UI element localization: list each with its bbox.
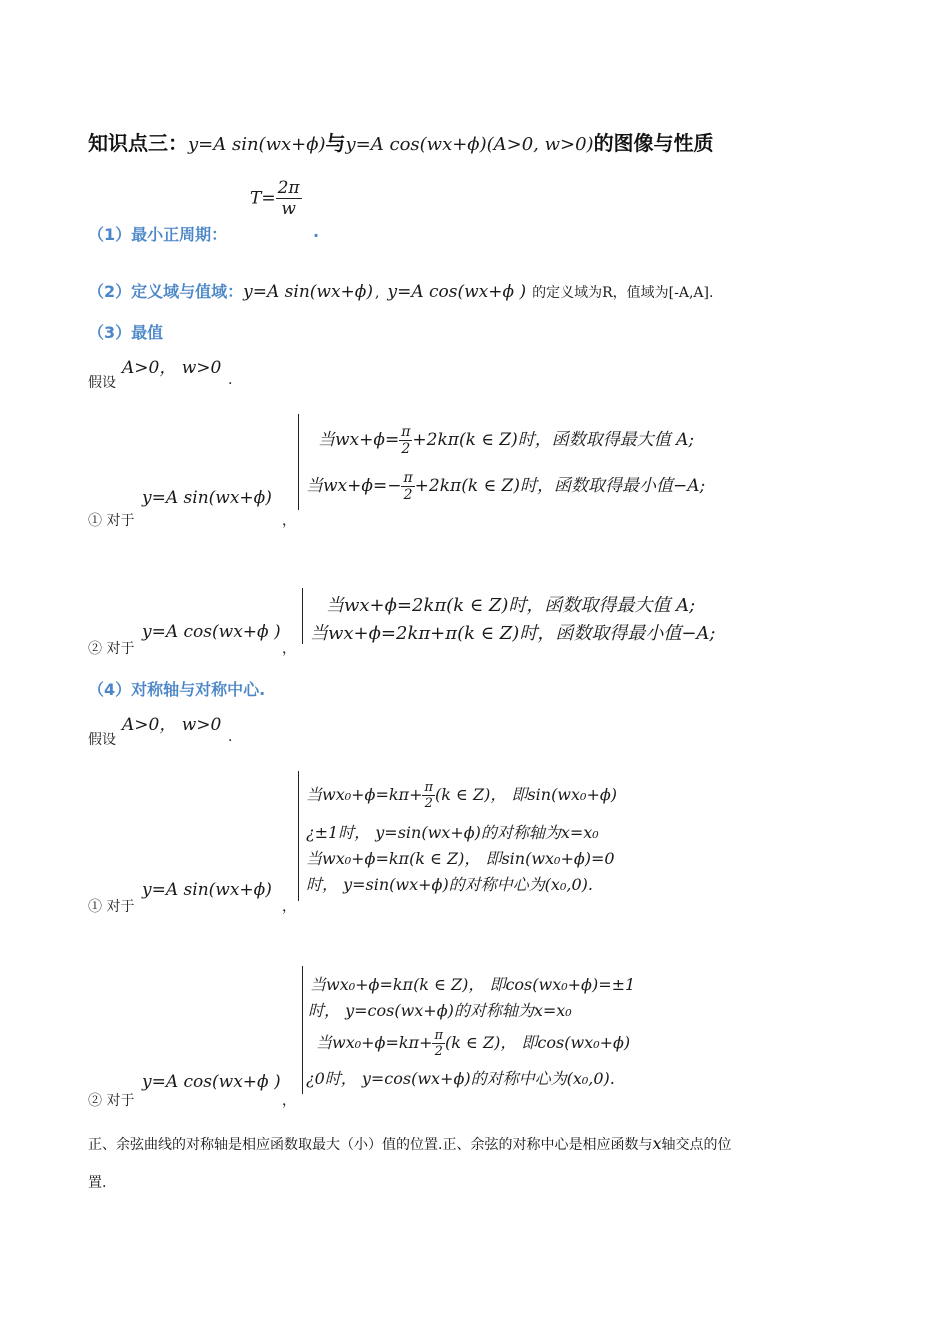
symmetry-case2-line1: 当wx₀+ϕ=kπ(k ∈ Z)， 即cos(wx₀+ϕ)=±1: [310, 975, 636, 994]
heading-prefix: 知识点三：: [88, 131, 188, 155]
symmetry-case1-comma: ，: [282, 899, 296, 915]
symmetry-case2-comma: ，: [282, 1093, 296, 1109]
heading-formula-cos: y=A cos(wx+ϕ)(A>0, w>0): [345, 134, 594, 155]
frac-num: π: [434, 1028, 444, 1043]
closing-note: [88, 1125, 868, 1202]
extreme-case2-comma: ，: [282, 641, 296, 657]
extreme-case2-formula: y=A cos(wx+ϕ ): [142, 622, 281, 642]
heading-formula-sin: y=A sin(wx+ϕ): [188, 134, 326, 155]
extreme-case1-brace: [298, 414, 299, 510]
symmetry-case2-line4: ¿0时， y=cos(wx+ϕ)的对称中心为(x₀,0).: [306, 1069, 615, 1088]
symmetry-case2-line3: [316, 1028, 630, 1059]
heading-suffix: 的图像与性质: [593, 131, 714, 155]
extreme-case1-line2-frac: [401, 470, 414, 503]
extreme-case2-brace: [302, 588, 303, 644]
domain-text: 的定义域为R，值域为[-A,A].: [532, 285, 714, 301]
extreme-case1-line2: [306, 470, 705, 503]
symmetry-case1-line4: 时， y=sin(wx+ϕ)的对称中心为(x₀,0).: [306, 875, 593, 894]
extreme-case1-line1-post: +2kπ(k ∈ Z)时，函数取得最大值 A;: [412, 430, 695, 450]
symmetry-case1-line1-pre: 当wx₀+ϕ=kπ+: [306, 785, 423, 804]
period-label: （1）最小正周期：: [88, 225, 228, 244]
frac-num: π: [403, 470, 413, 486]
period-lhs: T=: [250, 188, 276, 209]
domain-formula-b: y=A cos(wx+ϕ ): [387, 282, 527, 302]
symmetry-assume-dot: .: [228, 729, 233, 745]
symmetry-case2-brace: [302, 966, 303, 1094]
domain-label: （2）定义域与值域：: [88, 282, 244, 301]
extreme-assume-formula: A>0， w>0: [122, 358, 222, 378]
extreme-assume-dot: .: [228, 372, 233, 388]
symmetry-case2-line2: 时， y=cos(wx+ϕ)的对称轴为x=x₀: [308, 1001, 572, 1020]
frac-num: π: [401, 424, 411, 440]
domain-formula-a: y=A sin(wx+ϕ): [243, 282, 374, 302]
symmetry-case2-lead: ② 对于: [88, 1093, 135, 1109]
page-heading: [88, 127, 714, 156]
symmetry-case2-formula: y=A cos(wx+ϕ ): [142, 1072, 281, 1092]
extreme-case1-comma: ，: [282, 513, 296, 529]
symmetry-case1-lead: ① 对于: [88, 899, 135, 915]
extreme-case1-formula: y=A sin(wx+ϕ): [142, 488, 272, 508]
frac-den: 2: [424, 796, 433, 811]
symmetry-case1-line1-frac: [422, 780, 435, 811]
extreme-case1-line1-frac: [399, 424, 412, 457]
symmetry-case1-formula: y=A sin(wx+ϕ): [142, 880, 272, 900]
period-den: w: [281, 199, 296, 219]
symmetry-case1-line3: 当wx₀+ϕ=kπ(k ∈ Z)， 即sin(wx₀+ϕ)=0: [306, 849, 615, 868]
closing-note-part2: 轴交点的位: [661, 1137, 732, 1153]
symmetry-case2-line3-post: (k ∈ Z)， 即cos(wx₀+ϕ): [445, 1033, 631, 1052]
period-formula: [250, 178, 302, 219]
period-num: 2π: [277, 178, 300, 198]
extreme-assume-label: 假设: [88, 375, 116, 391]
domain-sep: ,: [375, 285, 380, 301]
closing-note-part1: 正、余弦曲线的对称轴是相应函数取最大（小）值的位置.正、余弦的对称中心是相应函数与: [88, 1137, 653, 1153]
symmetry-case1-brace: [298, 771, 299, 901]
domain-row: [88, 279, 713, 302]
frac-num: π: [424, 780, 434, 795]
symmetry-assume-label: 假设: [88, 732, 116, 748]
symmetry-label: （4）对称轴与对称中心.: [88, 680, 266, 699]
extreme-case2-line2: 当wx+ϕ=2kπ+π(k ∈ Z)时，函数取得最小值−A;: [310, 623, 716, 644]
symmetry-assume-formula: A>0， w>0: [122, 715, 222, 735]
frac-den: 2: [434, 1044, 443, 1059]
closing-note-part3: 置.: [88, 1175, 107, 1191]
symmetry-case1-line2: ¿±1时， y=sin(wx+ϕ)的对称轴为x=x₀: [306, 823, 599, 842]
symmetry-case2-line3-pre: 当wx₀+ϕ=kπ+: [316, 1033, 433, 1052]
frac-den: 2: [403, 487, 413, 503]
extreme-case1-line1: [318, 424, 694, 457]
extreme-case2-lead: ② 对于: [88, 641, 135, 657]
extreme-case1-line2-pre: 当wx+ϕ=−: [306, 476, 402, 496]
frac-den: 2: [401, 441, 411, 457]
symmetry-case1-line1-post: (k ∈ Z)， 即sin(wx₀+ϕ): [435, 785, 617, 804]
extreme-case1-line1-pre: 当wx+ϕ=: [318, 430, 400, 450]
symmetry-case1-line1: [306, 780, 617, 811]
extreme-case2-line1: 当wx+ϕ=2kπ(k ∈ Z)时，函数取得最大值 A;: [326, 595, 696, 616]
period-fraction: [276, 178, 302, 219]
extreme-case1-lead: ① 对于: [88, 513, 135, 529]
extreme-case1-line2-post: +2kπ(k ∈ Z)时，函数取得最小值−A;: [414, 476, 706, 496]
extreme-label: （3）最值: [88, 323, 164, 342]
symmetry-case2-line3-frac: [432, 1028, 445, 1059]
closing-note-x: x: [652, 1134, 662, 1153]
heading-connector: 与: [325, 131, 346, 155]
period-tail: .: [313, 222, 320, 241]
